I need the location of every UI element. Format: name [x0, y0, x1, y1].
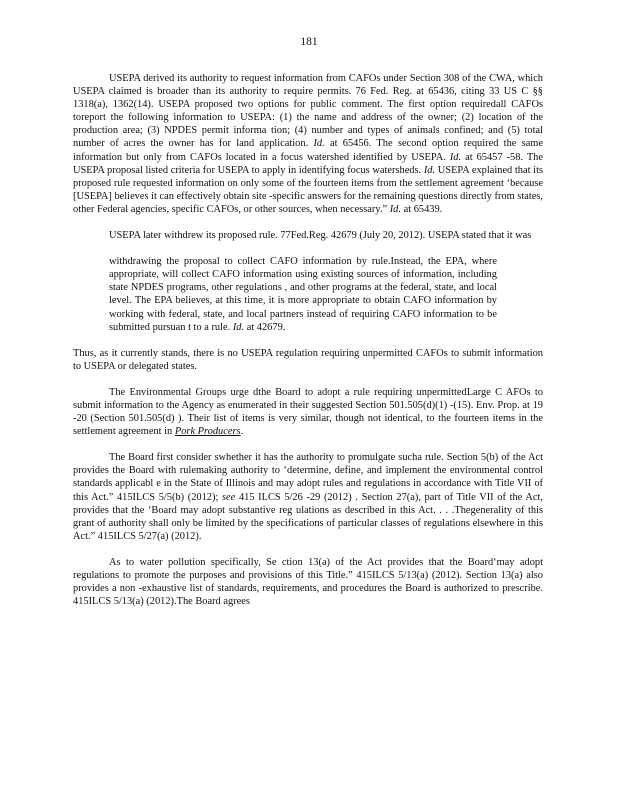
case-name: Pork Producers	[174, 426, 241, 438]
paragraph-environmental-groups	[73, 386, 543, 438]
paragraph-water-pollution	[73, 556, 543, 608]
paragraph-text: USEPA explained that its proposed rule requested information on only some of the fourteen items from the settlement agreement ‘because [USEPA] believes it can effectively obtain site -specific answers for the remaining questions directly from states, other Federal agencies, specific CAFOs, or other sources, when necessary.”	[73, 164, 543, 215]
quote-text: withdrawing the proposal to collect CAFO information by rule.Instead, the EPA, where appropriate, will collect CAFO information using existing sources of information, including state NPDES programs, other regulations , and other programs at the federal, state, and local level. The EPA believes, at this time, it is more appropriate to obtain CAFO information by working with federal, state, and local partners instead of requiring CAFO information to be submitted pursuan t to a rule.	[109, 256, 497, 333]
paragraph-text: The Board first consider swhether it has the authority to promulgate sucha rule. Section 5(b) of the Act provides the Board with rulemaking authority to ‘determine, define, and implement the environmental control standards applicabl e in the State of Illinois and may adopt rules and regulations in accordance with Title VII of this Act.” 415ILCS 5/5(b) (2012);	[73, 452, 543, 503]
citation-id: Id.	[313, 138, 325, 150]
citation-see: see	[222, 491, 236, 503]
page-number: 181	[300, 36, 318, 48]
paragraph-board-authority	[73, 451, 543, 543]
paragraph-current-status	[73, 347, 543, 373]
paragraph-text: at 65456. The second option required the same information but only from CAFOs located in a focus watershed identified by USEPA.	[73, 138, 543, 163]
paragraph-text: at 65457 -58. The USEPA proposal listed criteria for USEPA to apply in identifying focus watersheds.	[73, 151, 543, 176]
paragraph-usepa-authority	[73, 72, 543, 216]
paragraph-text: As to water pollution specifically, Se ction 13(a) of the Act provides that the Board‘may adopt regulations to promote the purposes and provisions of this Title.” 415ILCS 5/13(a) (2012). Section 13(a) also provides a non -exhaustive list of standards, requirements, and procedures the Board is authorized to prescribe. 415ILCS 5/13(a) (2012).The Board agrees	[73, 556, 543, 608]
paragraph-text: at 65439.	[403, 203, 443, 215]
paragraph-text: USEPA derived its authority to request information from CAFOs under Section 308 of the CWA, which USEPA claimed is broader than its authority to require permits. 76 Fed. Reg. at 65436, citing 33 US C §§ 1318(a), 1362(14). USEPA proposed two options for public comment. The first option requiredall CAFOs toreport the following information to USEPA: (1) the name and address of the owner; (2) location of the production area; (3) NPDES permit informa tion; (4) number and types of animals confined; and (5) total number of acres the owner has for land application.	[73, 73, 543, 150]
citation-id: Id.	[232, 321, 245, 333]
document-body	[73, 72, 543, 621]
citation-id: Id.	[389, 203, 401, 215]
quote-text: at 42679.	[246, 321, 286, 333]
citation-id: Id.	[423, 164, 436, 176]
paragraph-text: USEPA later withdrew its proposed rule. 77Fed.Reg. 42679 (July 20, 2012). USEPA stated that it was	[109, 230, 532, 242]
paragraph-text: Thus, as it currently stands, there is no USEPA regulation requiring unpermitted CAFOs to submit information to USEPA or delegated states.	[73, 347, 543, 372]
block-quote	[109, 255, 497, 334]
paragraph-text: .	[240, 426, 244, 438]
paragraph-withdrawal	[73, 229, 543, 242]
paragraph-text: The Environmental Groups urge dthe Board to adopt a rule requiring unpermittedLarge C AFOs to submit information to the Agency as enumerated in their suggested Section 501.505(d)(1) -(15). Env. Prop. at 19 -20 (Section 501.505(d) ). Their list of items is very similar, though not identical, to the fourteen items in the settlement agreement in	[73, 386, 543, 438]
paragraph-text: 415 ILCS 5/26 -29 (2012) . Section 27(a), part of Title VII of the Act, provides that the ‘Board may adopt substantive reg ulations as described in this Act. . . .Thegenerality of this grant of authority shall only be limited by the specifications of particular classes of regulations elsewhere in this Act.” 415ILCS 5/27(a) (2012).	[73, 491, 543, 542]
citation-id: Id.	[449, 151, 462, 163]
